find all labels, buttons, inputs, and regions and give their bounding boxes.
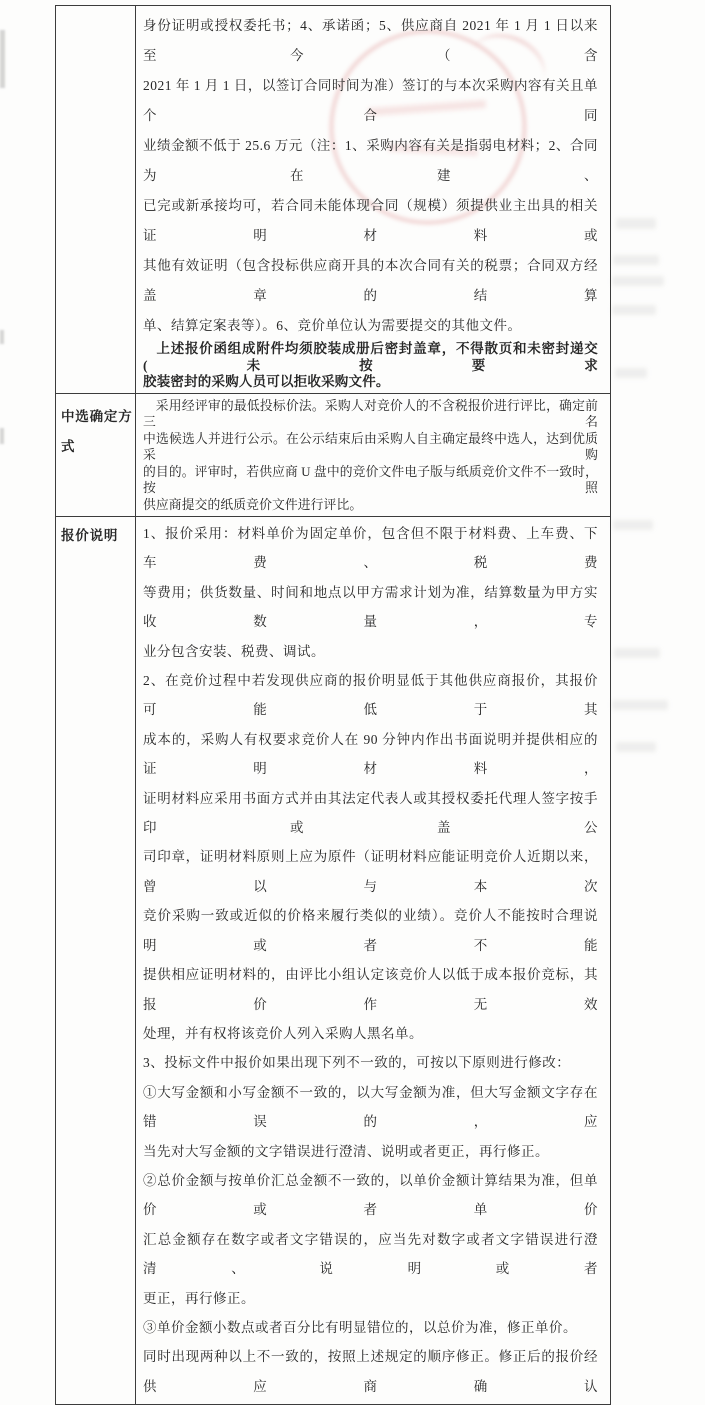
text-line: 提供相应证明材料的，由评比小组认定该竞价人以低于成本报价竞标，其报价作无效 [143,967,598,1012]
text-line: 供应商提交的纸质竞价文件进行评比。 [143,497,363,512]
procurement-table [55,5,611,1405]
text-line: 业绩金额不低于 25.6 万元（注：1、采购内容有关是指弱电材料；2、合同为在建、 [143,138,598,183]
bleed-through-artifact [612,305,656,315]
table-row-quotation-notes [56,517,610,1404]
row-body-cell [136,517,610,1404]
paragraph-rule-3-decimal-point [143,1313,598,1342]
text-line: ②总价金额与按单价汇总金额不一致的，以单价金额计算结果为准，但单价或者单价 [143,1172,598,1218]
text-line: 证明材料应采用书面方式并由其法定代表人或其授权委托代理人签字按手印或盖公 [143,790,598,836]
bleed-through-artifact [613,520,653,530]
text-line: 单、结算定案表等）。6、竞价单位认为需要提交的其他文件。 [143,318,522,333]
text-line: 汇总金额存在数字或者文字错误的，应当先对数字或者文字错误进行澄清、说明或者 [143,1231,598,1277]
text-line: 业分包含安装、税费、调试。 [143,643,325,659]
scan-edge-artifact [0,428,4,444]
paragraph-sealing-warning [143,341,598,391]
bleed-through-artifact [614,648,660,658]
bleed-through-artifact [616,742,656,752]
row-body-cell [136,394,610,517]
text-line: 上述报价函组成附件均须胶装成册后密封盖章，不得散页和未密封递交(未按要求 [143,341,598,373]
text-line: 已完或新承接均可，若合同未能体现合同（规模）须提供业主出具的相关证明材料或 [143,198,598,243]
bleed-through-artifact [616,218,656,229]
text-line: 身份证明或授权委托书；4、承诺函；5、供应商自 2021 年 1 月 1 日以来至今（含 [143,18,598,63]
paragraph-inconsistency-intro [143,1048,598,1077]
paragraph-below-cost-bid [143,666,598,1048]
bleed-through-artifact [613,255,659,265]
row-body-cell [136,6,610,393]
text-line: 2、在竞价过程中若发现供应商的报价明显低于其他供应商报价，其报价可能低于其 [143,673,598,718]
scan-edge-artifact [0,30,5,88]
text-line: 更正，再行修正。 [143,1290,255,1306]
text-line: ③单价金额小数点或者百分比有明显错位的，以总价为准，修正单价。 [143,1319,577,1335]
text-line: 2021 年 1 月 1 日，以签订合同时间为准）签订的与本次采购内容有关且单个合同 [143,78,598,123]
text-line: 处理，并有权将该竞价人列入采购人黑名单。 [143,1025,423,1041]
text-line: 等费用；供货数量、时间和地点以甲方需求计划为准，结算数量为甲方实收数量，专 [143,584,598,630]
text-line: ①大写金额和小写金额不一致的，以大写金额为准，但大写金额文字存在错误的，应 [143,1084,598,1130]
paragraph-attachment-list [143,11,598,341]
paragraph-pricing-basis [143,519,598,666]
text-line: 司印章，证明材料原则上应为原件（证明材料应能证明竞价人近期以来，曾以与本次 [143,849,598,894]
table-row-selection-method [56,394,610,518]
text-line: 3、投标文件中报价如果出现下列不一致的，可按以下原则进行修改： [143,1055,571,1071]
text-line: 中选候选人并进行公示。在公示结束后由采购人自主确定最终中选人，达到优质采购 [143,431,598,462]
text-line: 竞价采购一致或近似的价格来履行类似的业绩）。竞价人不能按时合理说明或者不能 [143,908,598,953]
bleed-through-artifact [615,368,647,378]
text-line: 1、报价采用：材料单价为固定单价，包含但不限于材料费、上车费、下车费、税费 [143,526,598,571]
paragraph-correction-order [143,1342,598,1401]
row-header-cell: 中选确定方式 [56,394,136,517]
table-row-attachments [56,6,610,394]
text-line: 其他有效证明（包含投标供应商开具的本次合同有关的税票；合同双方经盖章的结算 [143,258,598,303]
row-header-cell: 报价说明 [56,517,136,1404]
bleed-through-artifact [612,276,664,286]
text-line: 当先对大写金额的文字错误进行澄清、说明或者更正，再行修正。 [143,1143,549,1159]
text-line: 胶装密封的采购人员可以拒收采购文件。 [143,374,390,389]
scan-edge-artifact [0,330,4,344]
text-line: 采用经评审的最低投标价法。采购人对竞价人的不含税报价进行评比，确定前三名 [143,398,598,429]
text-line: 同时出现两种以上不一致的，按照上述规定的顺序修正。修正后的报价经供应商确认 [143,1349,598,1394]
text-line: 的目的。评审时，若供应商 U 盘中的竞价文件电子版与纸质竞价文件不一致时，按照 [143,464,598,495]
row-header-cell [56,6,136,393]
paragraph-rule-1-amount-words [143,1078,598,1166]
paragraph-rule-2-unit-price-total [143,1166,598,1313]
text-line: 成本的，采购人有权要求竞价人在 90 分钟内作出书面说明并提供相应的证明材料， [143,731,598,777]
bleed-through-artifact [612,700,668,710]
